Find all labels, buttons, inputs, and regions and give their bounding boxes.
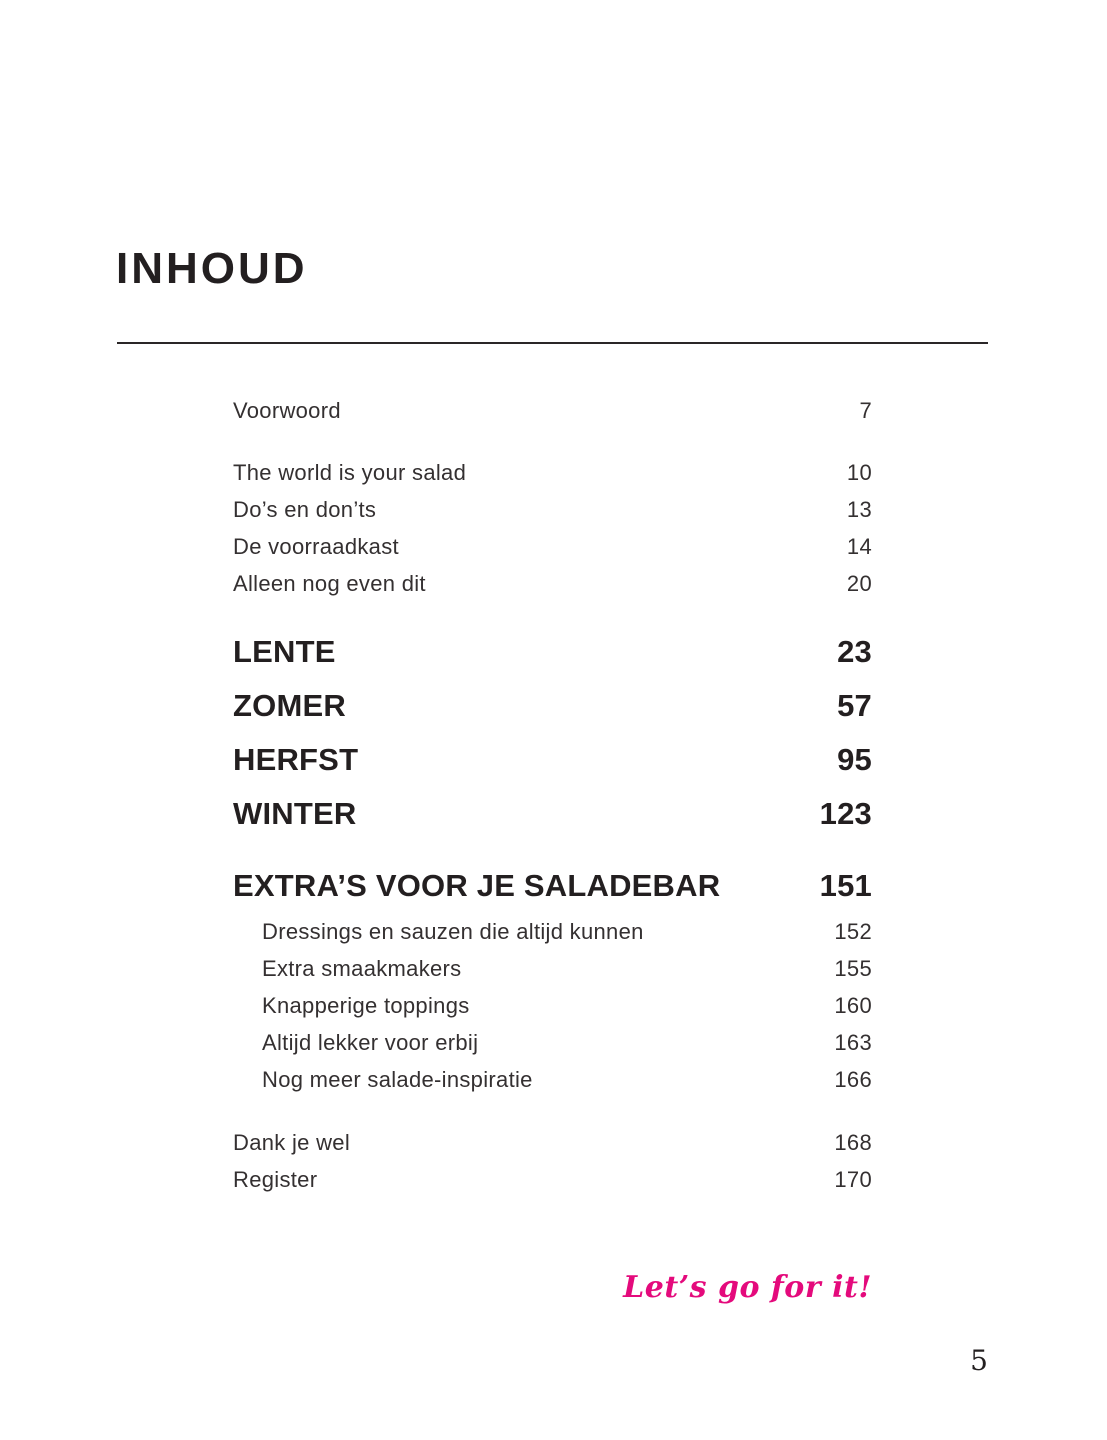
page-title: INHOUD: [116, 244, 308, 293]
toc-section-page: 95: [837, 742, 872, 777]
toc-section-row: [233, 787, 872, 841]
toc-entry-page: 7: [859, 398, 872, 423]
toc-subrow: [233, 1061, 872, 1098]
toc-section-label: LENTE: [233, 634, 336, 669]
table-of-contents: [233, 392, 872, 1198]
toc-entry-label: Extra smaakmakers: [262, 956, 462, 981]
toc-entry-page: 20: [846, 571, 872, 596]
toc-entry-label: Altijd lekker voor erbij: [262, 1030, 479, 1055]
toc-subrow: [233, 987, 872, 1024]
toc-section-page: 23: [837, 634, 872, 669]
title-divider: [117, 342, 988, 344]
toc-entry-page: 163: [834, 1030, 872, 1055]
toc-row: [233, 1161, 872, 1198]
toc-section-row: [233, 679, 872, 733]
toc-section-page: 123: [819, 796, 872, 831]
toc-entry-label: Alleen nog even dit: [233, 571, 426, 596]
toc-subrow: [233, 1024, 872, 1061]
toc-row: [233, 454, 872, 491]
toc-row: [233, 528, 872, 565]
toc-entry-label: Register: [233, 1167, 318, 1192]
toc-entry-page: 160: [834, 993, 872, 1018]
toc-entry-label: De voorraadkast: [233, 534, 399, 559]
toc-section-page: 151: [819, 868, 872, 903]
toc-entry-label: Do’s en don’ts: [233, 497, 377, 522]
toc-section-label: ZOMER: [233, 688, 346, 723]
toc-entry-page: 168: [834, 1130, 872, 1155]
page-number: 5: [970, 1344, 988, 1377]
toc-section-label: EXTRA’S VOOR JE SALADEBAR: [233, 868, 721, 903]
toc-entry-label: Nog meer salade-inspiratie: [262, 1067, 533, 1092]
toc-section-row: [233, 733, 872, 787]
toc-section-page: 57: [837, 688, 872, 723]
toc-row: [233, 491, 872, 528]
toc-section-row: [233, 625, 872, 679]
toc-entry-page: 10: [846, 460, 872, 485]
toc-entry-label: Knapperige toppings: [262, 993, 470, 1018]
toc-entry-page: 152: [834, 919, 872, 944]
toc-entry-page: 155: [834, 956, 872, 981]
toc-section-label: HERFST: [233, 742, 359, 777]
toc-entry-label: Dank je wel: [233, 1130, 351, 1155]
toc-section-label: WINTER: [233, 796, 357, 831]
toc-entry-label: The world is your salad: [233, 460, 467, 485]
toc-section-row: [233, 859, 872, 913]
toc-entry-page: 14: [846, 534, 872, 559]
toc-entry-page: 170: [834, 1167, 872, 1192]
toc-entry-label: Dressings en sauzen die altijd kunnen: [262, 919, 644, 944]
tagline: Let’s go for it!: [623, 1270, 872, 1305]
toc-entry-page: 13: [846, 497, 872, 522]
toc-subrow: [233, 913, 872, 950]
toc-row: [233, 1124, 872, 1161]
toc-row: [233, 565, 872, 602]
toc-row: [233, 392, 872, 429]
toc-entry-page: 166: [834, 1067, 872, 1092]
toc-entry-label: Voorwoord: [233, 398, 341, 423]
toc-subrow: [233, 950, 872, 987]
